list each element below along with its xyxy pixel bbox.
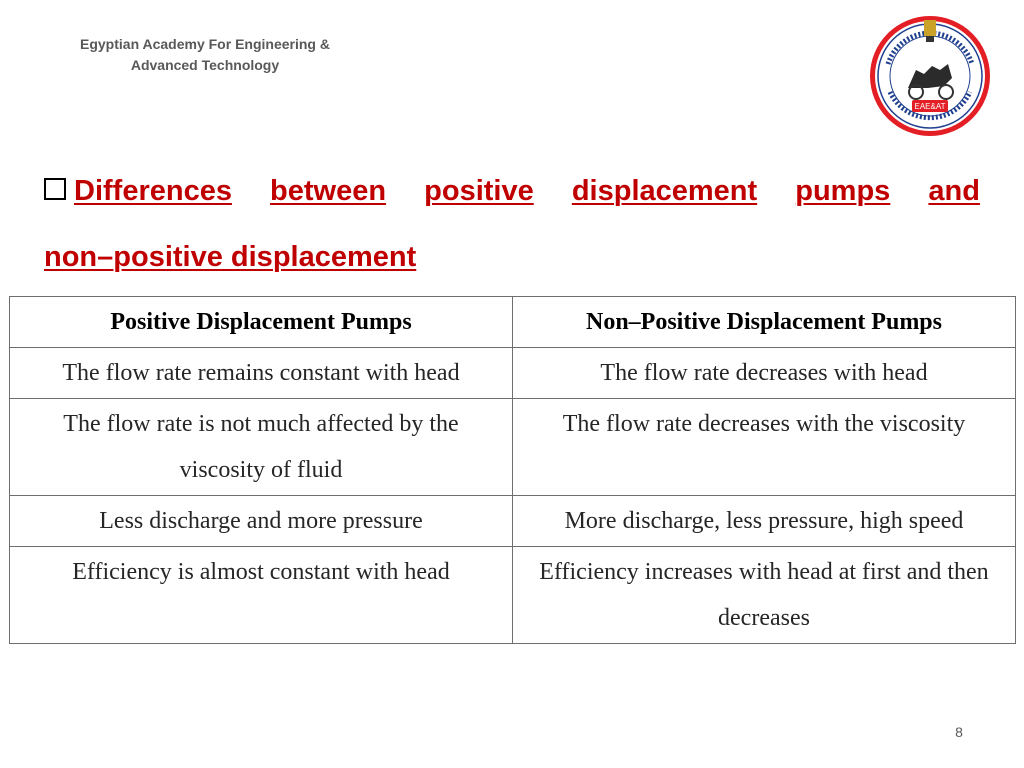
logo-text: EAE&AT <box>914 102 946 111</box>
table-cell: The flow rate remains constant with head <box>10 348 513 399</box>
table-row <box>10 547 1016 644</box>
comparison-table <box>9 296 1016 644</box>
table-cell: Efficiency increases with head at first and then decreases <box>513 547 1016 644</box>
header-non-positive: Non–Positive Displacement Pumps <box>513 297 1016 348</box>
academy-name-line2: Advanced Technology <box>130 57 280 73</box>
page-number: 8 <box>955 724 963 740</box>
heading-line1 <box>44 158 980 224</box>
table-cell: More discharge, less pressure, high speed <box>513 496 1016 547</box>
academy-name-line1: Egyptian Academy For Engineering & <box>80 36 330 52</box>
table-cell: The flow rate is not much affected by the viscosity of fluid <box>10 399 513 496</box>
table-row <box>10 496 1016 547</box>
heading-word: displacement <box>571 175 758 207</box>
academy-name <box>60 34 350 76</box>
academy-logo <box>868 14 992 138</box>
heading-word: between <box>270 175 387 207</box>
table-row <box>10 399 1016 496</box>
heading-word: pumps <box>795 175 891 207</box>
table-cell: The flow rate decreases with head <box>513 348 1016 399</box>
table-header-row <box>10 297 1016 348</box>
table-cell: Less discharge and more pressure <box>10 496 513 547</box>
heading-line2-text: non–positive displacement <box>44 241 417 273</box>
heading-words <box>74 158 980 224</box>
slide-heading <box>44 158 980 290</box>
checkbox-bullet-icon <box>44 178 66 200</box>
table-cell: Efficiency is almost constant with head <box>10 547 513 644</box>
table-cell: The flow rate decreases with the viscosity <box>513 399 1016 496</box>
heading-word: positive <box>424 175 534 207</box>
heading-line2 <box>44 224 980 290</box>
heading-word: and <box>928 175 980 207</box>
header-positive: Positive Displacement Pumps <box>10 297 513 348</box>
table-row <box>10 348 1016 399</box>
heading-word: Differences <box>74 175 232 207</box>
